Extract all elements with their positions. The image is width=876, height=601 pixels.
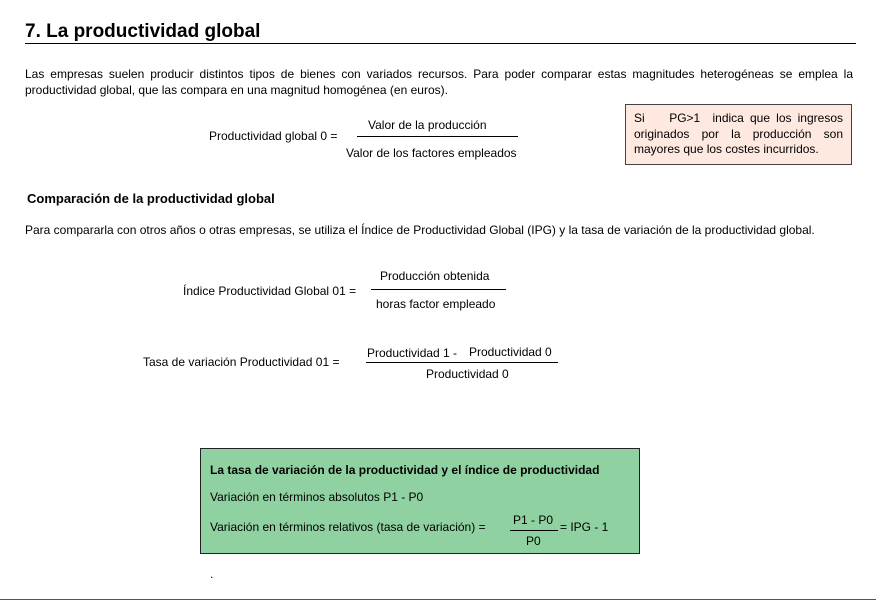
formula-rate-fraction-bar <box>366 362 558 363</box>
formula-index-label: Índice Productividad Global 01 = <box>183 284 357 298</box>
comparison-paragraph: Para compararla con otros años o otras empresas, se utiliza el Índice de Productividad Global (IPG) y la tasa de variación de la productividad global. <box>25 223 815 237</box>
formula-index-denominator: horas factor empleado <box>376 297 496 311</box>
summary-relative-result: = IPG - 1 <box>560 520 609 534</box>
summary-relative-denominator: P0 <box>526 534 541 548</box>
summary-title: La tasa de variación de la productividad y el índice de productividad <box>210 463 600 477</box>
bottom-divider <box>0 599 876 600</box>
formula-global-numerator: Valor de la producción <box>368 118 487 132</box>
formula-index-fraction-bar <box>371 289 506 290</box>
summary-relative-numerator: P1 - P0 <box>513 513 554 527</box>
trailing-dot: . <box>210 567 214 581</box>
formula-rate-denominator: Productividad 0 <box>426 367 509 381</box>
formula-rate-numerator-b: Productividad 0 <box>469 345 552 359</box>
summary-absolute: Variación en términos absolutos P1 - P0 <box>210 490 424 504</box>
formula-index-numerator: Producción obtenida <box>380 269 490 283</box>
formula-global-label: Productividad global 0 = <box>209 129 338 143</box>
formula-rate-numerator-a: Productividad 1 - <box>367 346 458 360</box>
note-text: Si PG>1 indica que los ingresos originados por la producción son mayores que los costes incurridos. <box>634 111 847 156</box>
intro-paragraph: Las empresas suelen producir distintos tipos de bienes con variados recursos. Para poder comparar estas magnitudes heterogéneas se emplea la productividad global, que las compara en una magnitud homogénea (en euros). <box>25 67 853 97</box>
comparison-heading: Comparación de la productividad global <box>27 191 275 206</box>
summary-relative-fraction-bar <box>510 530 558 531</box>
page-title: 7. La productividad global <box>25 21 261 42</box>
note-box <box>625 104 852 165</box>
formula-global-fraction-bar <box>357 136 518 137</box>
summary-relative-label: Variación en términos relativos (tasa de variación) = <box>210 520 486 534</box>
formula-global-denominator: Valor de los factores empleados <box>346 146 517 160</box>
title-divider <box>25 43 856 44</box>
formula-rate-label: Tasa de variación Productividad 01 = <box>143 355 340 369</box>
